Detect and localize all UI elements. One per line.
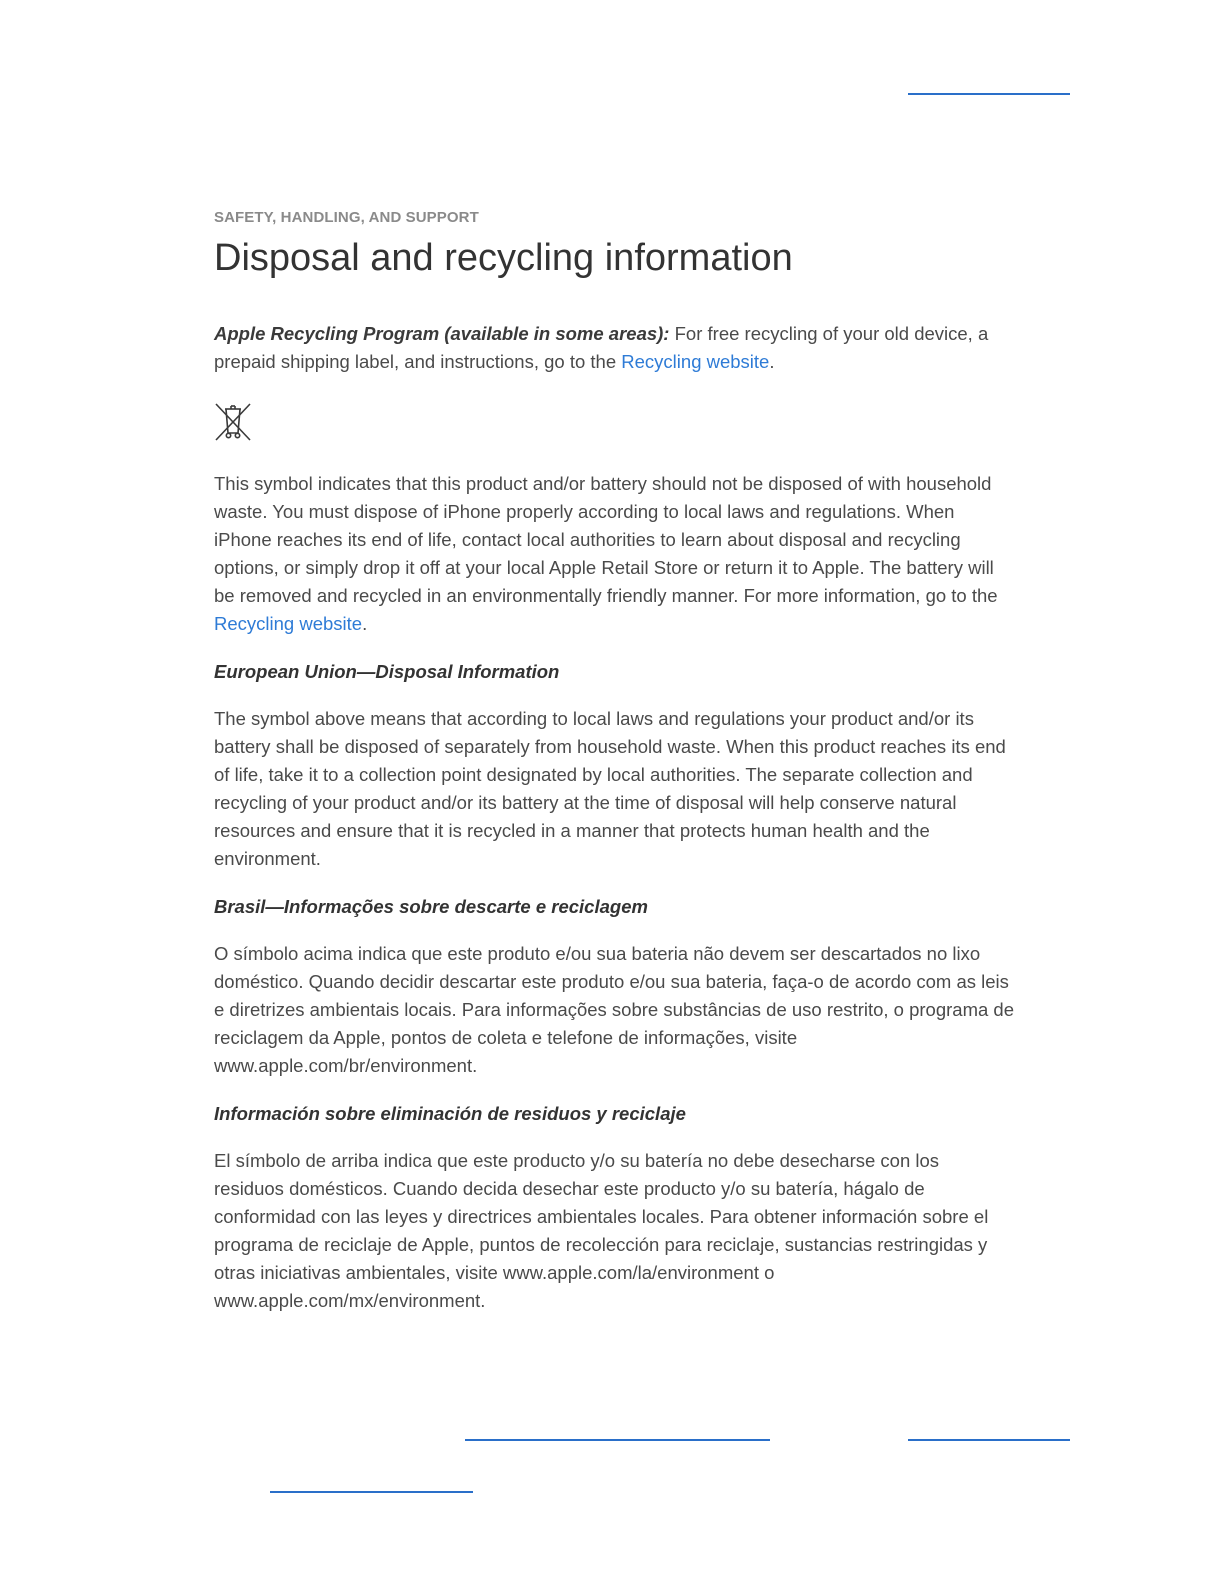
section-label: SAFETY, HANDLING, AND SUPPORT	[214, 209, 479, 226]
footer-link-underline-left	[270, 1491, 473, 1493]
intro-text: For free recycling of your old device, a prepaid shipping label, and instructions, go to the	[214, 323, 989, 372]
intro-lead: Apple Recycling Program (available in some areas):	[214, 323, 670, 344]
eu-disposal-heading: European Union—Disposal Information	[214, 661, 560, 682]
spanish-disposal-body: El símbolo de arriba indica que este producto y/o su batería no debe desecharse con los residuos domésticos. Cuando decida desechar este producto y/o su batería, hágalo de conformidad con las leyes y directrices ambientales locales. Para obtener información sobre el programa de reciclaje de Apple, puntos de recolección para reciclaje, sustancias restringidas y otras iniciativas ambientales, visite www.apple.com/la/environment o www.apple.com/mx/environment.	[214, 1150, 989, 1311]
symbol-paragraph-text: This symbol indicates that this product and/or battery should not be disposed of with household waste. You must dispose of iPhone properly according to local laws and regulations. When iPhone reaches its end of life, contact local authorities to learn about disposal and recycling options, or simply drop it off at your local Apple Retail Store or return it to Apple. The battery will be removed and recycled in an environmentally friendly manner. For more information, go to the	[214, 473, 998, 606]
intro-end: .	[769, 351, 775, 372]
crossed-out-wheelie-bin-icon	[214, 402, 252, 442]
spanish-disposal-heading: Información sobre eliminación de residuos y reciclaje	[214, 1103, 686, 1124]
brasil-disposal-body: O símbolo acima indica que este produto e/ou sua bateria não devem ser descartados no lixo doméstico. Quando decidir descartar este produto e/ou sua bateria, faça-o de acordo com as leis e diretrizes ambientais locais. Para informações sobre substâncias de uso restrito, o programa de reciclagem da Apple, pontos de coleta e telefone de informações, visite www.apple.com/br/environment.	[214, 943, 1014, 1076]
header-link-underline	[908, 93, 1070, 95]
footer-link-underline-right	[908, 1439, 1070, 1441]
symbol-paragraph-end: .	[362, 613, 368, 634]
document-body	[214, 208, 1014, 1315]
footer-link-underline-middle	[465, 1439, 770, 1441]
recycling-website-link-2[interactable]: Recycling website	[214, 613, 363, 634]
symbol-paragraph	[214, 470, 1014, 638]
recycling-website-link[interactable]: Recycling website	[621, 351, 770, 372]
brasil-disposal-heading: Brasil—Informações sobre descarte e reciclagem	[214, 896, 648, 917]
page-title: Disposal and recycling information	[214, 237, 793, 279]
eu-disposal-body: The symbol above means that according to local laws and regulations your product and/or its battery shall be disposed of separately from household waste. When this product reaches its end of life, take it to a collection point designated by local authorities. The separate collection and recycling of your product and/or its battery at the time of disposal will help conserve natural resources and ensure that it is recycled in a manner that protects human health and the environment.	[214, 708, 1006, 869]
intro-paragraph	[214, 320, 1014, 376]
